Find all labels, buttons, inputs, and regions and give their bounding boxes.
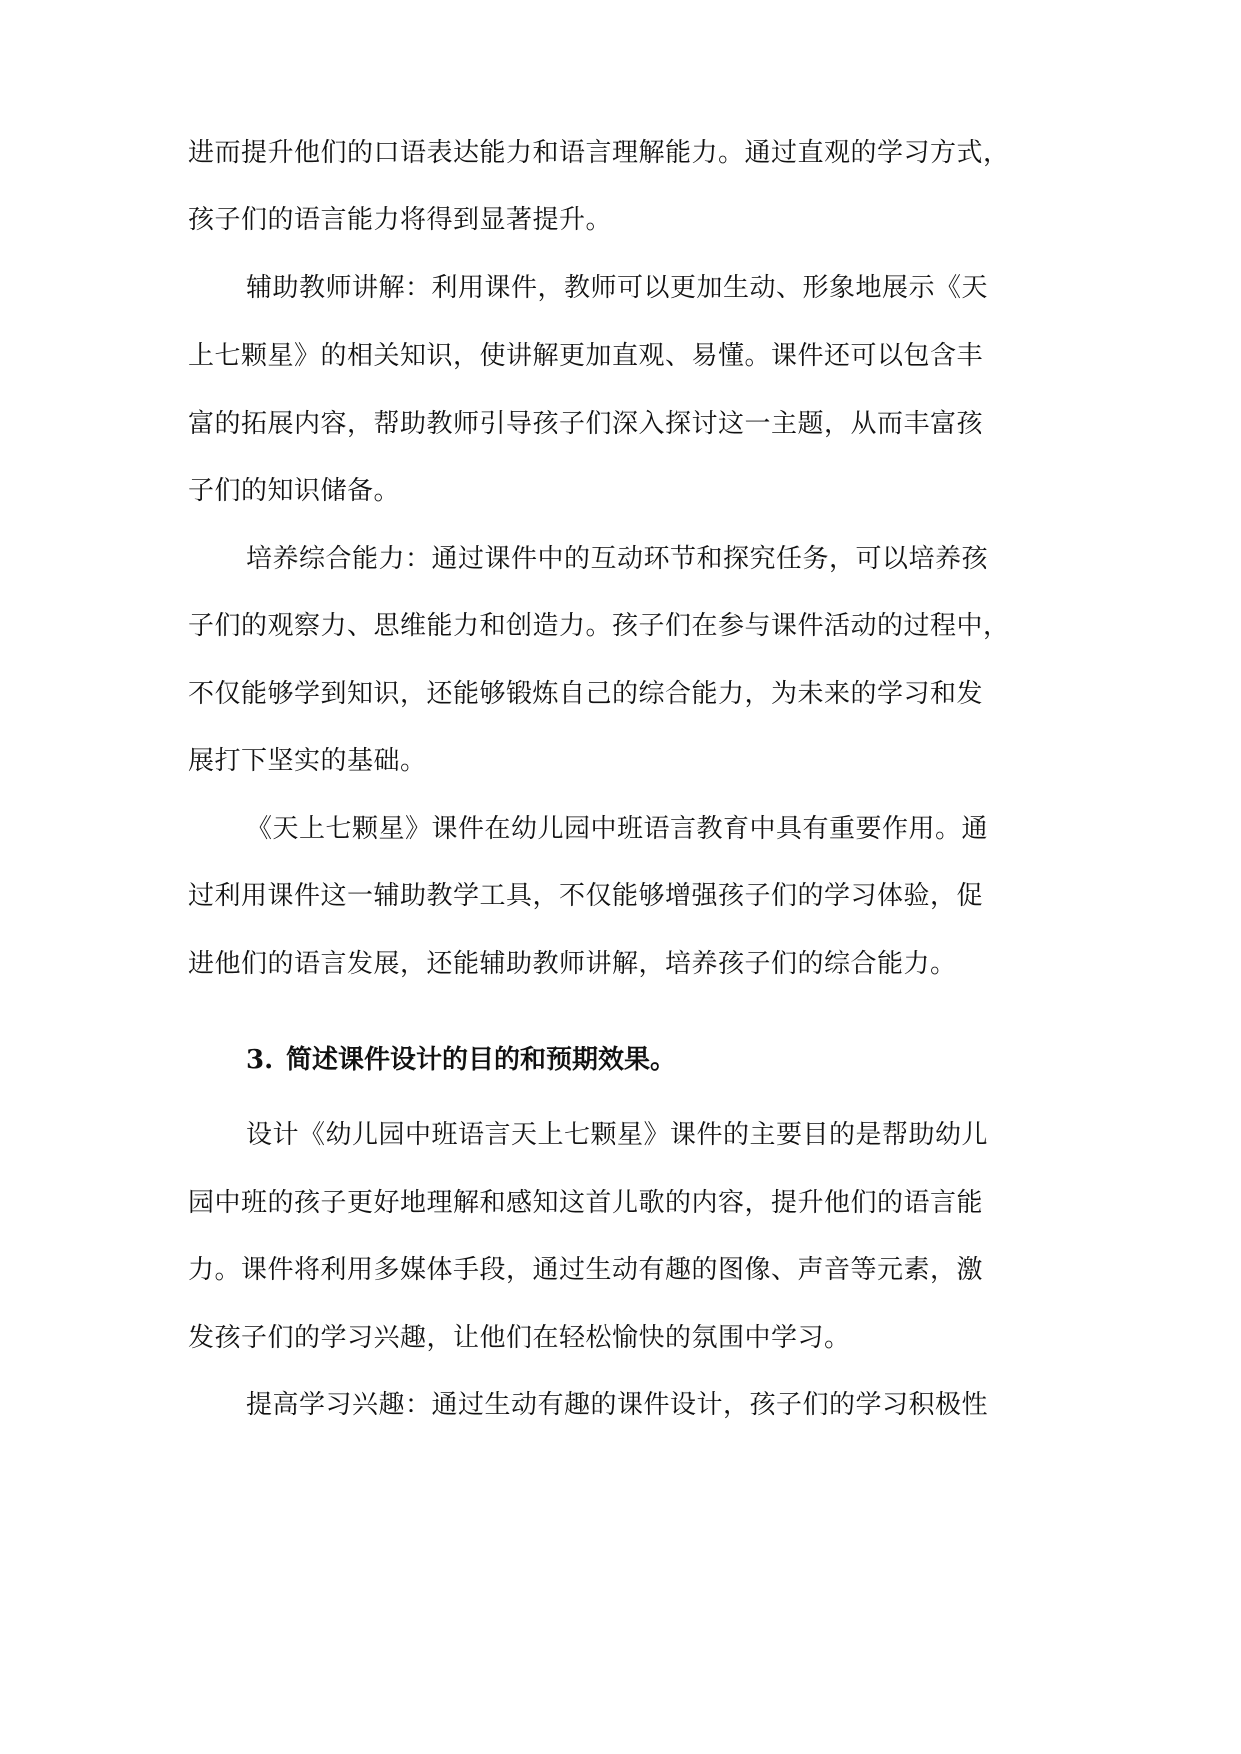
section-number: 3. <box>246 1045 274 1075</box>
paragraph-line: 富的拓展内容，帮助教师引导孩子们深入探讨这一主题，从而丰富孩 <box>188 409 984 439</box>
section-title: 简述课件设计的目的和预期效果。 <box>286 1045 677 1075</box>
paragraph-line: 提高学习兴趣：通过生动有趣的课件设计，孩子们的学习积极性 <box>246 1390 989 1420</box>
paragraph-line: 上七颗星》的相关知识，使讲解更加直观、易懂。课件还可以包含丰 <box>188 341 984 371</box>
paragraph-line: 子们的观察力、思维能力和创造力。孩子们在参与课件活动的过程中， <box>188 611 1010 641</box>
paragraph-line: 进而提升他们的口语表达能力和语言理解能力。通过直观的学习方式， <box>188 138 1010 168</box>
paragraph-line: 辅助教师讲解：利用课件，教师可以更加生动、形象地展示《天 <box>246 273 989 303</box>
paragraph-line: 不仅能够学到知识，还能够锻炼自己的综合能力，为未来的学习和发 <box>188 679 984 709</box>
paragraph-line: 培养综合能力：通过课件中的互动环节和探究任务，可以培养孩 <box>246 544 989 574</box>
paragraph-line: 力。课件将利用多媒体手段，通过生动有趣的图像、声音等元素，激 <box>188 1255 984 1285</box>
paragraph-line: 设计《幼儿园中班语言天上七颗星》课件的主要目的是帮助幼儿 <box>246 1120 989 1150</box>
paragraph-line: 子们的知识储备。 <box>188 476 401 506</box>
paragraph-line: 过利用课件这一辅助教学工具，不仅能够增强孩子们的学习体验，促 <box>188 881 984 911</box>
paragraph-line: 展打下坚实的基础。 <box>188 746 427 776</box>
paragraph-line: 园中班的孩子更好地理解和感知这首儿歌的内容，提升他们的语言能 <box>188 1188 984 1218</box>
paragraph-line: 进他们的语言发展，还能辅助教师讲解，培养孩子们的综合能力。 <box>188 949 957 979</box>
paragraph-line: 发孩子们的学习兴趣，让他们在轻松愉快的氛围中学习。 <box>188 1323 851 1353</box>
paragraph-line: 孩子们的语言能力将得到显著提升。 <box>188 205 613 235</box>
paragraph-line: 《天上七颗星》课件在幼儿园中班语言教育中具有重要作用。通 <box>246 814 989 844</box>
section-heading <box>246 1040 676 1080</box>
